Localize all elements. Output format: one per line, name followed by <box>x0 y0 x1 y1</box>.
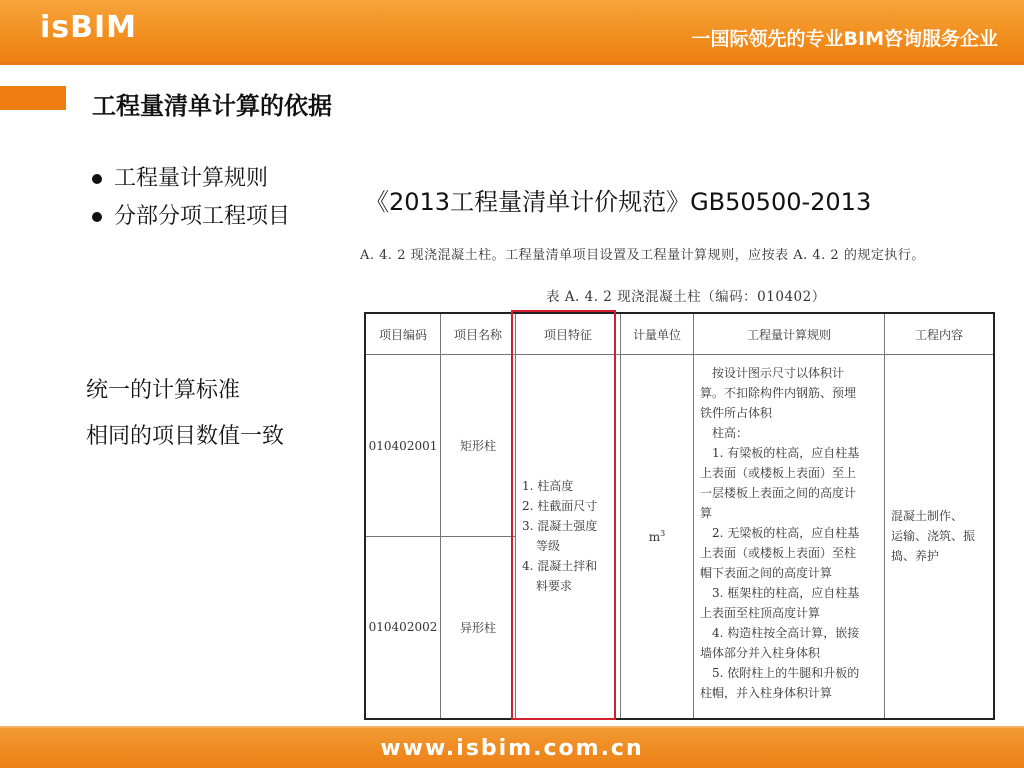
unify-line: 相同的项目数值一致 <box>86 424 285 449</box>
unit-cell <box>621 355 694 719</box>
feature-line: 料要求 <box>536 579 573 594</box>
header-slogan: 一国际领先的专业BIM咨询服务企业 <box>691 28 998 50</box>
item-name-cell: 矩形柱 <box>441 355 516 537</box>
rule-line: 墙体部分并入柱身体积 <box>700 646 821 660</box>
rule-line: 5. 依附柱上的牛腿和升板的 <box>712 666 860 680</box>
feature-line: 2. 柱截面尺寸 <box>522 499 598 514</box>
header-divider <box>0 62 1024 65</box>
isbim-logo: isBIM <box>40 10 138 45</box>
rule-line: 4. 构造柱按全高计算，嵌接 <box>712 626 860 640</box>
bullet-item <box>92 198 290 236</box>
table-row <box>365 355 994 537</box>
rule-line: 帽下表面之间的高度计算 <box>700 566 833 580</box>
highlight-box <box>511 310 616 720</box>
header-cell: 项目名称 <box>441 313 516 355</box>
spec-table <box>364 312 995 720</box>
bullet-list <box>92 160 290 236</box>
unit-superscript: 3 <box>660 528 666 538</box>
item-code-cell: 010402002 <box>365 537 441 719</box>
rule-line: 一层楼板上表面之间的高度计 <box>700 486 857 500</box>
content-line: 混凝土制作、 <box>891 509 964 524</box>
feature-line: 3. 混凝土强度 <box>522 519 598 534</box>
rule-line: 3. 框架柱的柱高，应自柱基 <box>712 586 860 600</box>
unit-text: m <box>648 529 661 544</box>
bullet-item <box>92 160 290 198</box>
bullet-dot-icon <box>92 212 102 222</box>
feature-line: 4. 混凝土拌和 <box>522 559 598 574</box>
table-caption: 表 A. 4. 2 现浇混凝土柱（编码：010402） <box>546 289 826 305</box>
header-cell: 项目特征 <box>516 313 621 355</box>
content-line: 捣、养护 <box>891 549 940 564</box>
rule-line: 按设计图示尺寸以体积计 <box>712 366 845 380</box>
clause-text: A. 4. 2 现浇混凝土柱。工程量清单项目设置及工程量计算规则，应按表 A. 4. 2 的规定执行。 <box>360 248 925 263</box>
rule-line: 柱帽，并入柱身体积计算 <box>700 686 833 700</box>
rule-line: 上表面（或楼板上表面）至柱 <box>700 546 857 560</box>
bullet-dot-icon <box>92 174 102 184</box>
unify-line: 统一的计算标准 <box>86 378 241 403</box>
rule-line: 2. 无梁板的柱高，应自柱基 <box>712 526 860 540</box>
header-cell: 计量单位 <box>621 313 694 355</box>
rule-line: 铁件所占体积 <box>700 406 773 420</box>
rule-line: 柱高： <box>712 426 749 440</box>
title-accent-bar <box>0 86 66 110</box>
rule-line: 上表面（或楼板上表面）至上 <box>700 466 857 480</box>
rule-line: 上表面至柱顶高度计算 <box>700 606 821 620</box>
rule-line: 算 <box>700 506 713 520</box>
footer-url: www.isbim.com.cn <box>380 736 644 761</box>
item-code-cell: 010402001 <box>365 355 441 537</box>
feature-line: 等级 <box>536 539 561 554</box>
header-cell: 工程内容 <box>885 313 995 355</box>
rules-cell <box>694 355 885 719</box>
slide-title: 工程量清单计算的依据 <box>92 92 332 120</box>
header-cell: 工程量计算规则 <box>694 313 885 355</box>
item-name-cell: 异形柱 <box>441 537 516 719</box>
rule-line: 算。不扣除构件内钢筋、预埋 <box>700 386 857 400</box>
content-line: 运输、浇筑、振 <box>891 529 976 544</box>
feature-line: 1. 柱高度 <box>522 479 574 494</box>
work-content-cell <box>885 355 995 719</box>
bullet-text: 工程量计算规则 <box>114 166 269 191</box>
header-cell: 项目编码 <box>365 313 441 355</box>
bullet-text: 分部分项工程项目 <box>114 204 291 229</box>
table-header-row <box>365 313 994 355</box>
standard-reference: 《2013工程量清单计价规范》GB50500-2013 <box>365 188 872 216</box>
unify-notes <box>86 368 284 460</box>
rule-line: 1. 有梁板的柱高，应自柱基 <box>712 446 860 460</box>
